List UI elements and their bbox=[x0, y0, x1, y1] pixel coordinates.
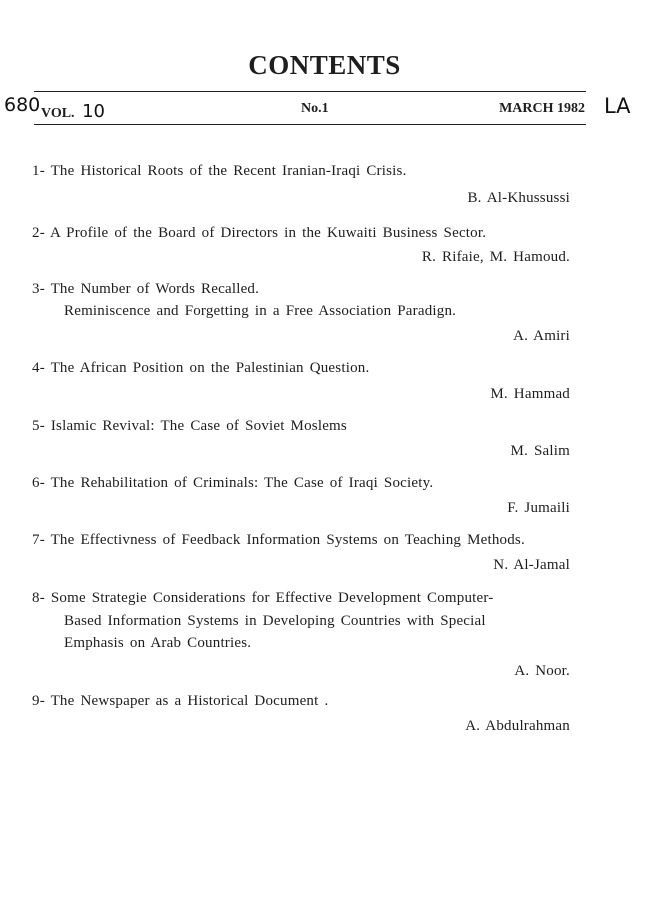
entry-9-title: 9- The Newspaper as a Historical Document . bbox=[32, 693, 329, 709]
handwritten-note-left: 680 bbox=[4, 94, 41, 116]
entry-8-title-line-2: Based Information Systems in Developing Countries with Special bbox=[64, 613, 486, 629]
entry-2-title: 2- A Profile of the Board of Directors in the Kuwaiti Business Sector. bbox=[32, 225, 487, 241]
entry-1-author: B. Al-Khussussi bbox=[467, 190, 570, 206]
volume-number-handwritten: 10 bbox=[82, 101, 105, 122]
issue-number: No.1 bbox=[301, 101, 329, 116]
entry-7-author: N. Al-Jamal bbox=[493, 557, 570, 573]
entry-9-author: A. Abdulrahman bbox=[465, 718, 570, 734]
entry-4-author: M. Hammad bbox=[490, 386, 570, 402]
entry-6-title: 6- The Rehabilitation of Criminals: The Case of Iraqi Society. bbox=[32, 475, 434, 491]
entry-5-title: 5- Islamic Revival: The Case of Soviet Moslems bbox=[32, 418, 347, 434]
entry-8-author: A. Noor. bbox=[514, 663, 570, 679]
header-top-rule bbox=[34, 91, 586, 92]
volume-label-text: VOL. bbox=[41, 106, 75, 121]
entry-8-title-line-3: Emphasis on Arab Countries. bbox=[64, 635, 252, 651]
entry-7-title: 7- The Effectivness of Feedback Information Systems on Teaching Methods. bbox=[32, 532, 525, 548]
entry-8-title-line-1: 8- Some Strategie Considerations for Effective Development Computer- bbox=[32, 590, 494, 606]
handwritten-note-right: LA bbox=[604, 94, 631, 118]
issue-date: MARCH 1982 bbox=[499, 101, 585, 116]
entry-3-title-line-2: Reminiscence and Forgetting in a Free Association Paradign. bbox=[64, 303, 457, 319]
page-title: CONTENTS bbox=[248, 50, 401, 80]
entry-3-title-line-1: 3- The Number of Words Recalled. bbox=[32, 281, 260, 297]
entry-3-author: A. Amiri bbox=[513, 328, 570, 344]
volume-label bbox=[41, 101, 105, 122]
entry-5-author: M. Salim bbox=[510, 443, 570, 459]
entry-1-title: 1- The Historical Roots of the Recent Iranian-Iraqi Crisis. bbox=[32, 163, 407, 179]
entry-2-author: R. Rifaie, M. Hamoud. bbox=[421, 249, 570, 265]
entry-4-title: 4- The African Position on the Palestinian Question. bbox=[32, 360, 370, 376]
entry-6-author: F. Jumaili bbox=[507, 500, 570, 516]
header-bottom-rule bbox=[34, 124, 586, 125]
